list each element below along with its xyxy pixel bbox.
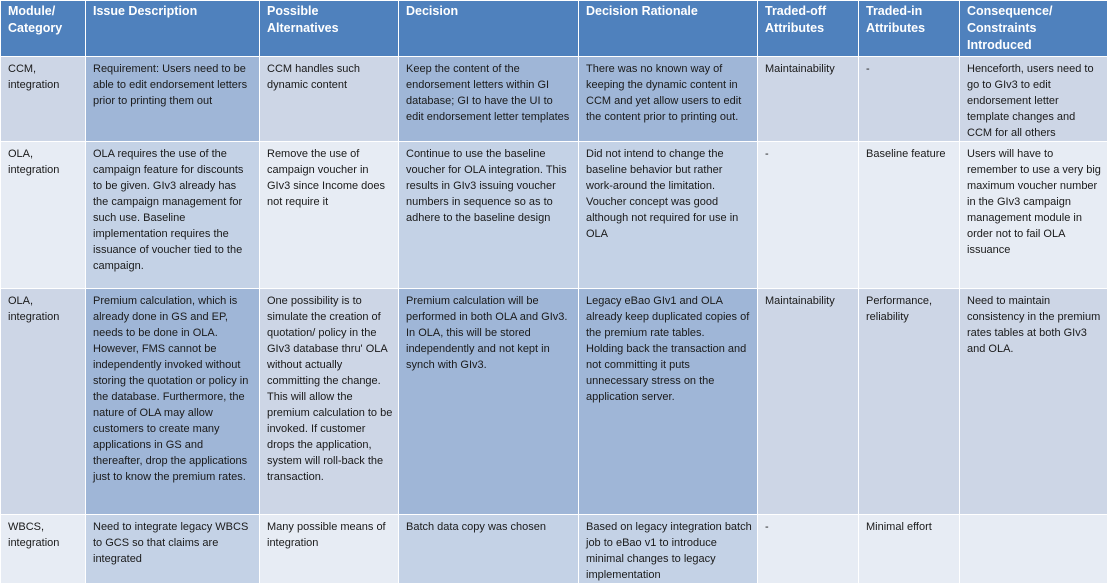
- cell-decision: Premium calculation will be performed in both OLA and GIv3. In OLA, this will be stored independently and not kept in synch with GIv3.: [399, 289, 579, 515]
- cell-possible-alternatives: Remove the use of campaign voucher in GIv3 since Income does not require it: [260, 142, 399, 289]
- header-module-category: Module/ Category: [1, 1, 86, 57]
- cell-issue-description: Requirement: Users need to be able to edit endorsement letters prior to printing them out: [86, 57, 260, 142]
- cell-issue-description: OLA requires the use of the campaign feature for discounts to be given. GIv3 already has the campaign management for such use. Baseline implementation requires the issuance of voucher tied to the campaign.: [86, 142, 260, 289]
- cell-decision: Continue to use the baseline voucher for OLA integration. This results in GIv3 issuing voucher numbers in sequence so as to adhere to the baseline design: [399, 142, 579, 289]
- header-decision-rationale: Decision Rationale: [579, 1, 758, 57]
- cell-consequence-constraints: Henceforth, users need to go to GIv3 to edit endorsement letter template changes and CCM for all others: [960, 57, 1107, 142]
- header-row: [1, 1, 1107, 57]
- header-issue-description: Issue Description: [86, 1, 260, 57]
- cell-traded-in-attributes: -: [859, 57, 960, 142]
- cell-decision-rationale: Legacy eBao GIv1 and OLA already keep duplicated copies of the premium rate tables. Holding back the transaction and not committing it puts unnecessary stress on the application server.: [579, 289, 758, 515]
- cell-decision-rationale: Based on legacy integration batch job to eBao v1 to introduce minimal changes to legacy implementation: [579, 515, 758, 584]
- cell-module-category: CCM, integration: [1, 57, 86, 142]
- cell-consequence-constraints: [960, 515, 1107, 584]
- cell-possible-alternatives: CCM handles such dynamic content: [260, 57, 399, 142]
- cell-issue-description: Premium calculation, which is already done in GS and EP, needs to be done in OLA. However, FMS cannot be independently invoked without storing the quotation or policy in the database. Furthermore, the nature of OLA may allow customers to create many applications in GS and thereafter, drop the applications just to know the premium rates.: [86, 289, 260, 515]
- cell-decision: Keep the content of the endorsement letters within GI database; GI to have the UI to edit endorsement letter templates: [399, 57, 579, 142]
- cell-possible-alternatives: Many possible means of integration: [260, 515, 399, 584]
- header-traded-off-attributes: Traded-off Attributes: [758, 1, 859, 57]
- cell-issue-description: Need to integrate legacy WBCS to GCS so that claims are integrated: [86, 515, 260, 584]
- cell-possible-alternatives: One possibility is to simulate the creation of quotation/ policy in the GIv3 database thru' OLA without actually committing the change. This will allow the premium calculation to be invoked. If customer drops the application, system will roll-back the transaction.: [260, 289, 399, 515]
- cell-decision-rationale: There was no known way of keeping the dynamic content in CCM and yet allow users to edit the content prior to printing out.: [579, 57, 758, 142]
- cell-traded-off-attributes: -: [758, 515, 859, 584]
- cell-traded-in-attributes: Baseline feature: [859, 142, 960, 289]
- table-row: [1, 289, 1107, 515]
- table-row: [1, 57, 1107, 142]
- cell-consequence-constraints: Need to maintain consistency in the premium rates tables at both GIv3 and OLA.: [960, 289, 1107, 515]
- header-traded-in-attributes: Traded-in Attributes: [859, 1, 960, 57]
- cell-consequence-constraints: Users will have to remember to use a very big maximum voucher number in the GIv3 campaign management module in order not to fail OLA issuance: [960, 142, 1107, 289]
- cell-traded-off-attributes: Maintainability: [758, 57, 859, 142]
- cell-module-category: OLA, integration: [1, 142, 86, 289]
- cell-traded-in-attributes: Performance, reliability: [859, 289, 960, 515]
- header-possible-alternatives: Possible Alternatives: [260, 1, 399, 57]
- table-row: [1, 142, 1107, 289]
- header-decision: Decision: [399, 1, 579, 57]
- cell-traded-off-attributes: Maintainability: [758, 289, 859, 515]
- cell-decision: Batch data copy was chosen: [399, 515, 579, 584]
- header-consequence-constraints: Consequence/ Constraints Introduced: [960, 1, 1107, 57]
- cell-module-category: WBCS, integration: [1, 515, 86, 584]
- cell-traded-in-attributes: Minimal effort: [859, 515, 960, 584]
- cell-traded-off-attributes: -: [758, 142, 859, 289]
- cell-module-category: OLA, integration: [1, 289, 86, 515]
- cell-decision-rationale: Did not intend to change the baseline behavior but rather work-around the limitation. Voucher concept was good although not required for use in OLA: [579, 142, 758, 289]
- table-row: [1, 515, 1107, 584]
